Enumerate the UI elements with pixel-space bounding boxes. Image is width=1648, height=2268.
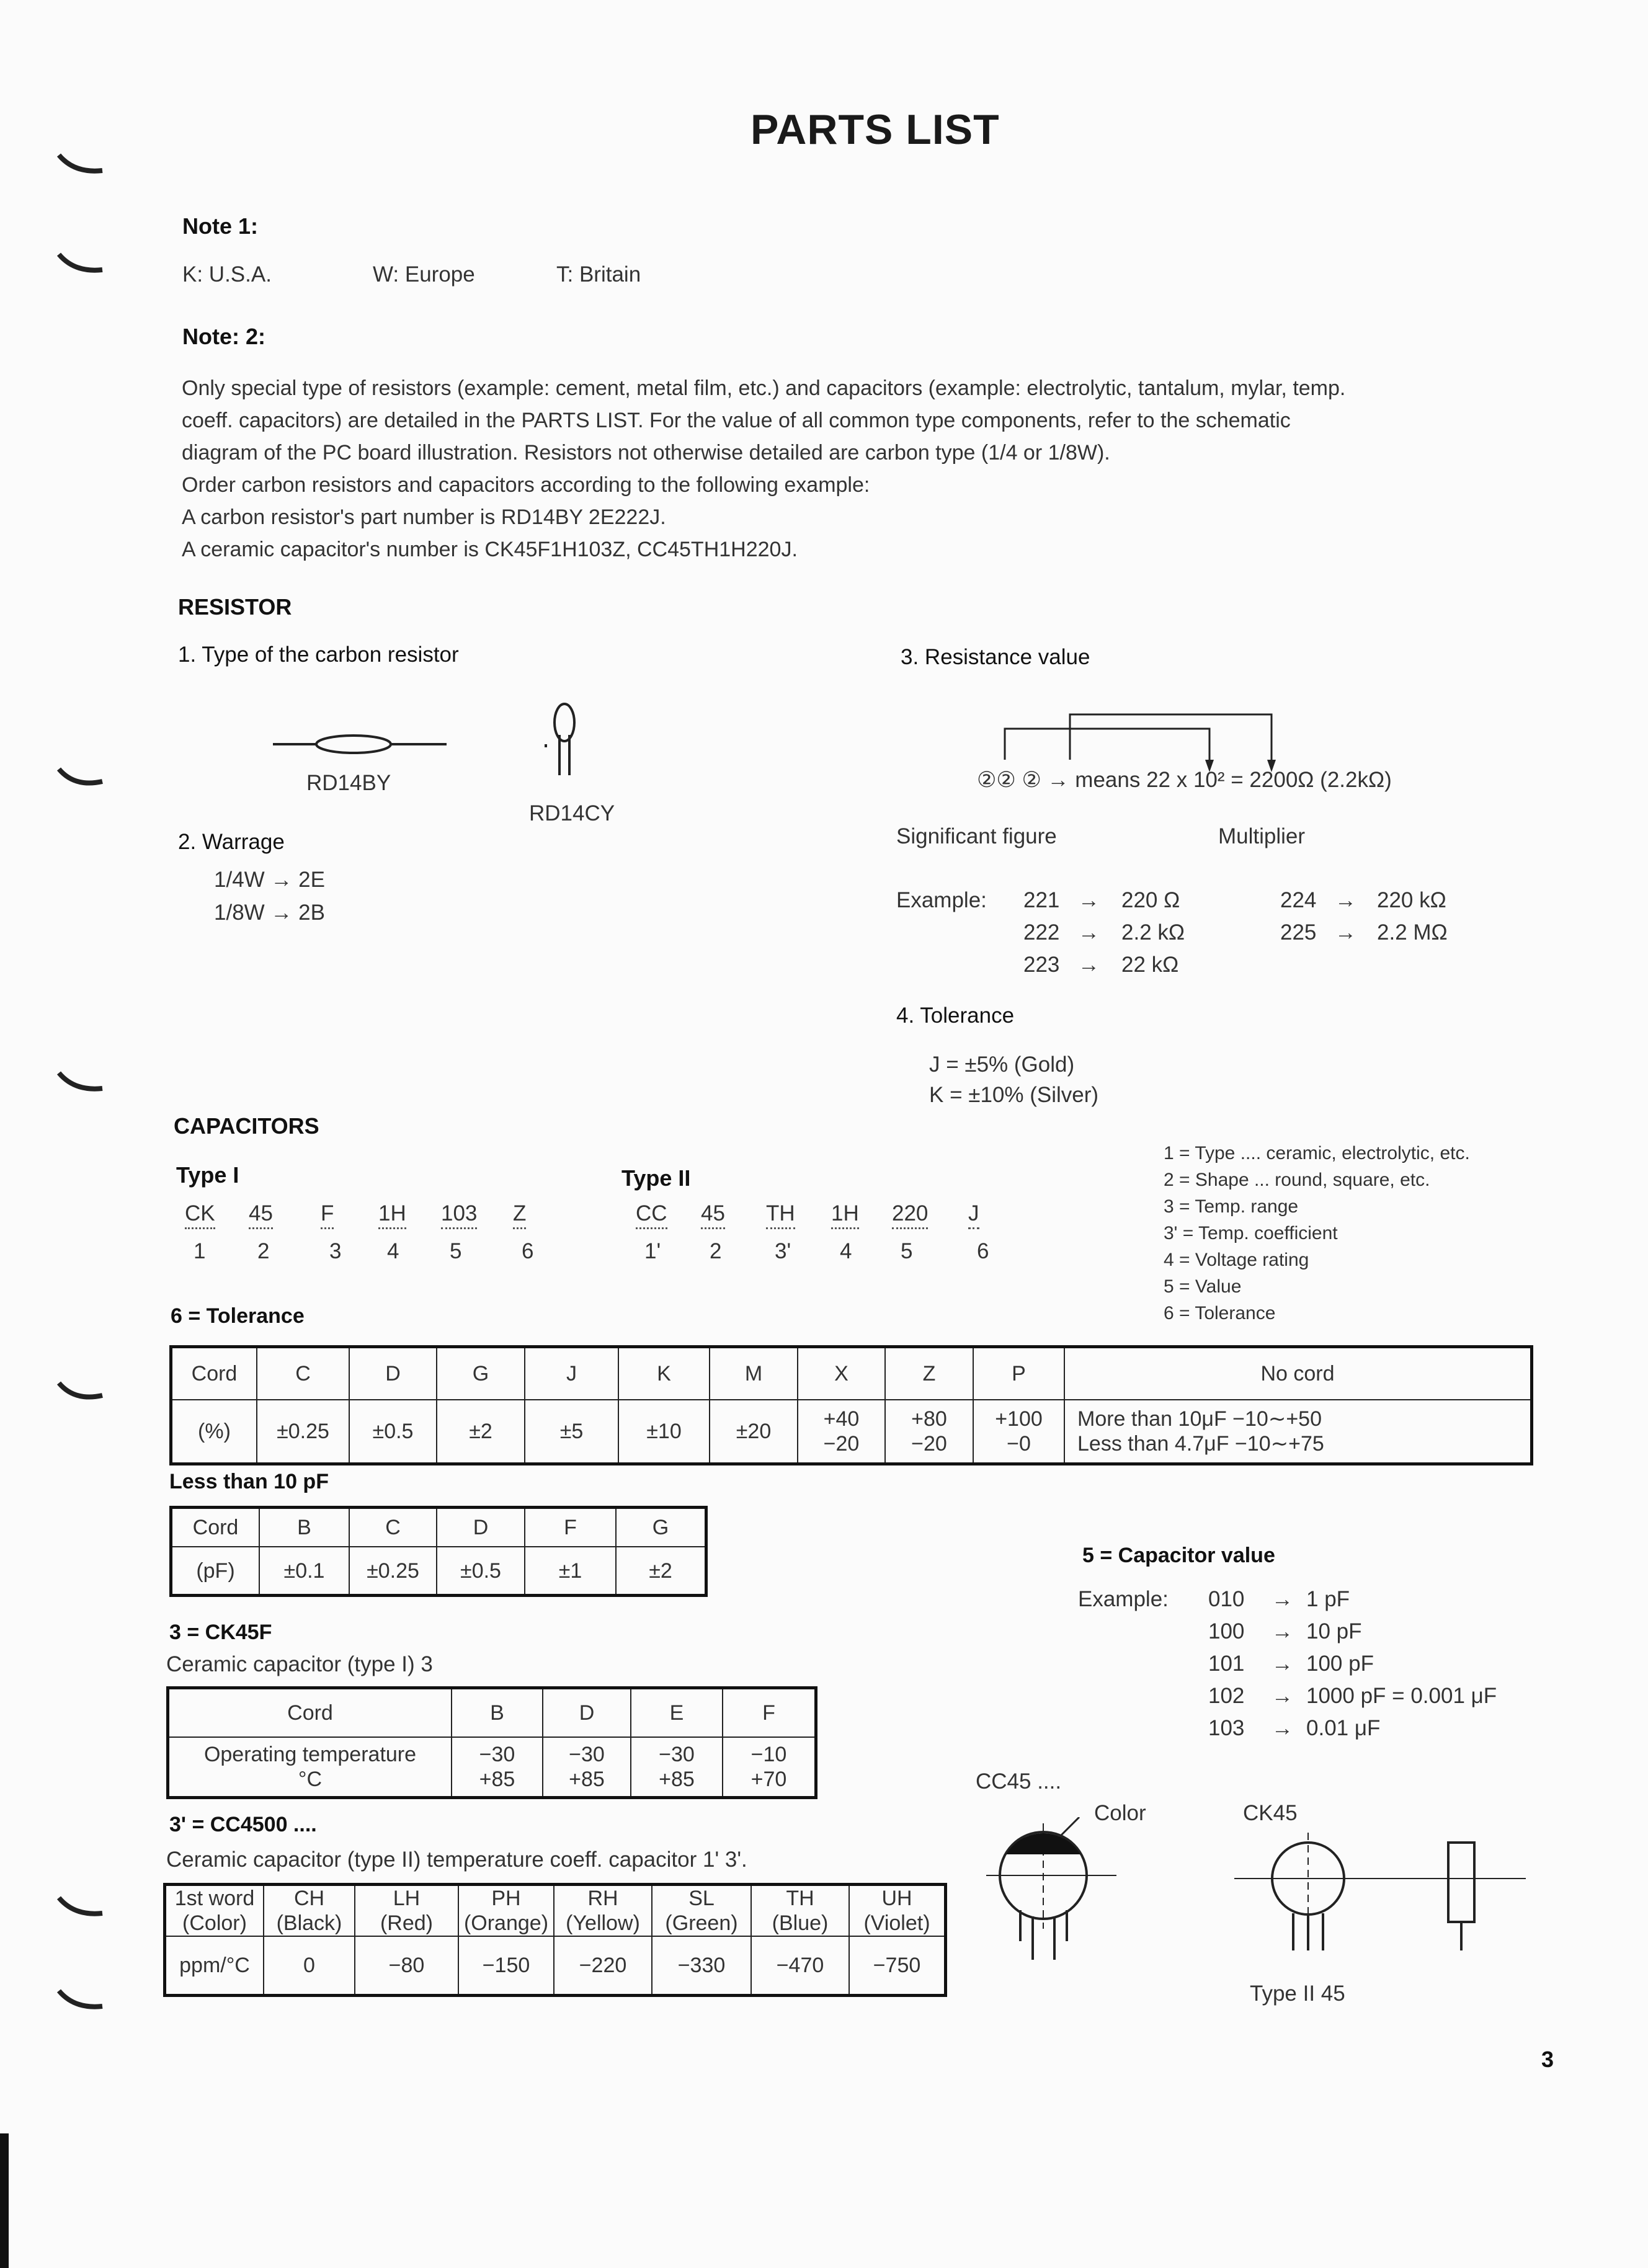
table-cell: ±0.5	[349, 1400, 437, 1464]
capacitor-value-example-cell: 100	[1208, 1619, 1245, 1643]
table-cell: CH (Black)	[264, 1885, 355, 1937]
table-cell: SL (Green)	[652, 1885, 751, 1937]
page-title: PARTS LIST	[751, 106, 1000, 153]
table-cell: M	[710, 1347, 798, 1400]
color-label: Color	[1094, 1801, 1146, 1825]
capacitor-value-example-cell: 10 pF	[1306, 1619, 1362, 1643]
type2-label: Type II	[621, 1165, 691, 1191]
wattage-row: 1/8W → 2B	[214, 901, 325, 925]
part-code-segment: 1H	[831, 1201, 859, 1229]
table-cell: ±1	[525, 1547, 616, 1595]
table-cell: −220	[554, 1936, 652, 1996]
resistance-value-heading: 3. Resistance value	[901, 645, 1090, 669]
part-code-segment: 45	[701, 1201, 725, 1229]
table-cell: F	[525, 1508, 616, 1547]
small-tolerance-heading: Less than 10 pF	[169, 1470, 329, 1493]
resistance-example-cell: →	[1335, 888, 1356, 912]
capacitor-value-example-cell: →	[1272, 1684, 1293, 1708]
note1-region-k: K: U.S.A.	[182, 262, 272, 287]
part-code-index: 6	[977, 1239, 989, 1263]
part-code-index: 4	[387, 1239, 399, 1263]
table-cell: E	[631, 1688, 723, 1738]
table-cell: B	[259, 1508, 349, 1547]
table-cell: −330	[652, 1936, 751, 1996]
legend-item: 1 = Type .... ceramic, electrolytic, etc.	[1164, 1143, 1470, 1163]
table-row	[171, 1547, 706, 1595]
note2-line: A ceramic capacitor's number is CK45F1H103Z, CC45TH1H220J.	[182, 538, 798, 561]
capacitor-value-example-cell: 1000 pF = 0.001 μF	[1306, 1684, 1497, 1708]
table-cell: Cord	[171, 1347, 257, 1400]
part-code-index: 3'	[775, 1239, 791, 1263]
resistance-example-cell: 221	[1023, 888, 1060, 912]
page-number: 3	[1541, 2047, 1554, 2072]
multiplier-label: Multiplier	[1218, 824, 1306, 848]
wattage-row: 1/4W → 2E	[214, 868, 325, 892]
part-code-segment: 45	[249, 1201, 273, 1229]
tolerance-heading: 4. Tolerance	[896, 1003, 1015, 1028]
rd14by-label: RD14BY	[306, 771, 391, 795]
capacitor-value-example-cell: 101	[1208, 1652, 1245, 1676]
tolerance-row: J = ±5% (Gold)	[929, 1052, 1075, 1077]
table-cell: P	[973, 1347, 1064, 1400]
note2-line: Only special type of resistors (example: cement, metal film, etc.) and capacitors (example: electrolytic, tantalum, mylar, temp.	[182, 376, 1346, 400]
table-cell: PH (Orange)	[458, 1885, 554, 1937]
resistance-example-cell: 2.2 kΩ	[1121, 920, 1185, 945]
table-cell: −750	[849, 1936, 946, 1996]
table-cell: −30 +85	[543, 1737, 631, 1797]
note1-heading: Note 1:	[182, 213, 259, 239]
resistance-code-example: ②② ② → means 22 x 10² = 2200Ω (2.2kΩ)	[977, 768, 1392, 792]
type1-label: Type I	[176, 1162, 239, 1188]
ck45f-heading: 3 = CK45F	[169, 1621, 272, 1644]
resistor-rd14cy-icon	[533, 698, 595, 778]
table-cell: Z	[885, 1347, 973, 1400]
resistance-example-cell: →	[1335, 920, 1356, 945]
table-cell: −30 +85	[631, 1737, 723, 1797]
table-cell: −10 +70	[723, 1737, 816, 1797]
cc45-label: CC45 ....	[976, 1769, 1062, 1794]
part-code-index: 5	[901, 1239, 913, 1263]
part-code-segment: Z	[513, 1201, 526, 1229]
resistance-example-cell: 220 kΩ	[1377, 888, 1446, 912]
table-cell: −80	[355, 1936, 458, 1996]
table-cell: ±20	[710, 1400, 798, 1464]
table-cell: F	[723, 1688, 816, 1738]
ck45f-temperature-table	[166, 1686, 817, 1799]
table-cell: −470	[751, 1936, 849, 1996]
capacitor-value-example-cell: →	[1272, 1587, 1293, 1611]
capacitor-value-example-cell: 100 pF	[1306, 1652, 1374, 1676]
table-cell: 0	[264, 1936, 355, 1996]
wattage-heading: 2. Warrage	[178, 830, 285, 854]
cc4500-coefficient-table	[163, 1883, 947, 1997]
table-cell: +80 −20	[885, 1400, 973, 1464]
resistance-example-cell: 224	[1280, 888, 1317, 912]
code-legend	[1164, 1143, 1470, 1330]
resistance-example-cell: 22 kΩ	[1121, 953, 1179, 977]
note1-region-t: T: Britain	[556, 262, 641, 287]
tolerance-table	[169, 1345, 1533, 1465]
note2-heading: Note: 2:	[182, 324, 265, 349]
table-cell: ±2	[616, 1547, 706, 1595]
table-cell: C	[349, 1508, 437, 1547]
table-cell: ±0.5	[437, 1547, 525, 1595]
capacitor-value-example-cell: →	[1272, 1652, 1293, 1676]
resistance-example-cell: 223	[1023, 953, 1060, 977]
table-row	[171, 1508, 706, 1547]
resistance-example-cell: →	[1078, 888, 1100, 912]
type2-45-label: Type II 45	[1250, 1981, 1345, 2006]
legend-item: 3' = Temp. coefficient	[1164, 1223, 1338, 1243]
table-cell: ±5	[525, 1400, 618, 1464]
table-row	[171, 1400, 1532, 1464]
part-code-index: 4	[840, 1239, 852, 1263]
capacitor-value-example-cell: →	[1272, 1716, 1293, 1740]
legend-item: 5 = Value	[1164, 1276, 1242, 1297]
legend-item: 6 = Tolerance	[1164, 1303, 1276, 1323]
table-row	[168, 1688, 816, 1738]
resistance-example-label: Example:	[896, 888, 987, 912]
capacitor-value-example-cell: 010	[1208, 1587, 1245, 1611]
cc4500-heading: 3' = CC4500 ....	[169, 1813, 317, 1836]
part-code-index: 2	[257, 1239, 270, 1263]
note2-line: coeff. capacitors) are detailed in the PARTS LIST. For the value of all common type components, refer to the schematic	[182, 409, 1291, 432]
note1-region-w: W: Europe	[373, 262, 475, 287]
part-code-segment: CK	[185, 1201, 215, 1229]
table-cell: D	[349, 1347, 437, 1400]
part-code-segment: 103	[441, 1201, 477, 1229]
part-code-segment: 1H	[378, 1201, 406, 1229]
part-code-segment: CC	[636, 1201, 667, 1229]
part-code-segment: TH	[766, 1201, 795, 1229]
capacitor-value-example-cell: →	[1272, 1619, 1293, 1643]
capacitor-example-label: Example:	[1078, 1587, 1169, 1611]
resistance-example-cell: 225	[1280, 920, 1317, 945]
table-cell: ±2	[437, 1400, 525, 1464]
table-cell: J	[525, 1347, 618, 1400]
resistance-example-cell: →	[1078, 920, 1100, 945]
resistance-example-cell: 220 Ω	[1121, 888, 1180, 912]
table-row	[165, 1885, 946, 1937]
table-cell: D	[543, 1688, 631, 1738]
resistor-rd14by-icon	[267, 726, 453, 763]
capacitors-heading: CAPACITORS	[174, 1113, 319, 1139]
capacitor-value-example-cell: 103	[1208, 1716, 1245, 1740]
part-code-index: 1	[194, 1239, 206, 1263]
legend-item: 2 = Shape ... round, square, etc.	[1164, 1170, 1430, 1190]
table-row	[171, 1347, 1532, 1400]
tolerance-table-heading: 6 = Tolerance	[171, 1304, 305, 1328]
table-cell: ±0.25	[257, 1400, 349, 1464]
part-code-segment: 220	[892, 1201, 928, 1229]
table-cell: +40 −20	[798, 1400, 885, 1464]
tolerance-row: K = ±10% (Silver)	[929, 1083, 1099, 1107]
table-cell: Cord	[168, 1688, 452, 1738]
part-code-index: 2	[710, 1239, 722, 1263]
legend-item: 4 = Voltage rating	[1164, 1250, 1309, 1270]
part-code-segment: F	[321, 1201, 334, 1229]
table-row	[165, 1936, 946, 1996]
part-code-index: 6	[522, 1239, 534, 1263]
table-cell: +100 −0	[973, 1400, 1064, 1464]
table-cell: ±10	[618, 1400, 710, 1464]
rd14cy-label: RD14CY	[529, 801, 615, 825]
note2-line: Order carbon resistors and capacitors according to the following example:	[182, 473, 870, 497]
table-cell: RH (Yellow)	[554, 1885, 652, 1937]
small-tolerance-table	[169, 1506, 708, 1597]
resistance-example-cell: →	[1078, 953, 1100, 977]
legend-item: 3 = Temp. range	[1164, 1196, 1299, 1217]
table-cell: D	[437, 1508, 525, 1547]
capacitor-value-example-cell: 1 pF	[1306, 1587, 1350, 1611]
table-cell: C	[257, 1347, 349, 1400]
table-cell: G	[437, 1347, 525, 1400]
note2-paragraph	[182, 372, 1571, 566]
table-cell: More than 10μF −10∼+50 Less than 4.7μF −10∼+75	[1064, 1400, 1532, 1464]
table-cell: ppm/°C	[165, 1936, 264, 1996]
table-cell: 1st word (Color)	[165, 1885, 264, 1937]
table-cell: (%)	[171, 1400, 257, 1464]
table-cell: Operating temperature °C	[168, 1737, 452, 1797]
capacitor-value-example-cell: 102	[1208, 1684, 1245, 1708]
table-cell: ±0.25	[349, 1547, 437, 1595]
binder-hole-marks	[0, 0, 124, 2268]
table-cell: G	[616, 1508, 706, 1547]
cc45-capacitor-icon	[986, 1817, 1123, 1978]
table-cell: X	[798, 1347, 885, 1400]
table-cell: −150	[458, 1936, 554, 1996]
ck45-capacitor-icon	[1234, 1833, 1532, 1957]
table-cell: K	[618, 1347, 710, 1400]
table-cell: B	[452, 1688, 543, 1738]
part-code-index: 3	[329, 1239, 342, 1263]
ck45-label: CK45	[1243, 1801, 1298, 1825]
note2-line: diagram of the PC board illustration. Resistors not otherwise detailed are carbon type (1/4 or 1/8W).	[182, 441, 1110, 465]
table-cell: Cord	[171, 1508, 260, 1547]
cc4500-subheading: Ceramic capacitor (type II) temperature coeff. capacitor 1' 3'.	[166, 1848, 747, 1872]
part-code-index: 5	[450, 1239, 462, 1263]
resistor-heading: RESISTOR	[178, 594, 292, 620]
significant-figure-label: Significant figure	[896, 824, 1057, 848]
capacitor-value-heading: 5 = Capacitor value	[1082, 1544, 1275, 1567]
ck45f-subheading: Ceramic capacitor (type I) 3	[166, 1652, 433, 1676]
table-cell: LH (Red)	[355, 1885, 458, 1937]
table-cell: ±0.1	[259, 1547, 349, 1595]
part-code-segment: J	[968, 1201, 979, 1229]
resistance-example-cell: 2.2 MΩ	[1377, 920, 1448, 945]
capacitor-value-example-cell: 0.01 μF	[1306, 1716, 1381, 1740]
part-code-index: 1'	[644, 1239, 661, 1263]
table-row	[168, 1737, 816, 1797]
table-cell: −30 +85	[452, 1737, 543, 1797]
table-cell: (pF)	[171, 1547, 260, 1595]
resistor-type-heading: 1. Type of the carbon resistor	[178, 643, 459, 667]
resistance-example-cell: 222	[1023, 920, 1060, 945]
table-cell: TH (Blue)	[751, 1885, 849, 1937]
table-cell: No cord	[1064, 1347, 1532, 1400]
note2-line: A carbon resistor's part number is RD14BY 2E222J.	[182, 505, 666, 529]
table-cell: UH (Violet)	[849, 1885, 946, 1937]
multiplier-arrows-diagram	[968, 707, 1290, 775]
